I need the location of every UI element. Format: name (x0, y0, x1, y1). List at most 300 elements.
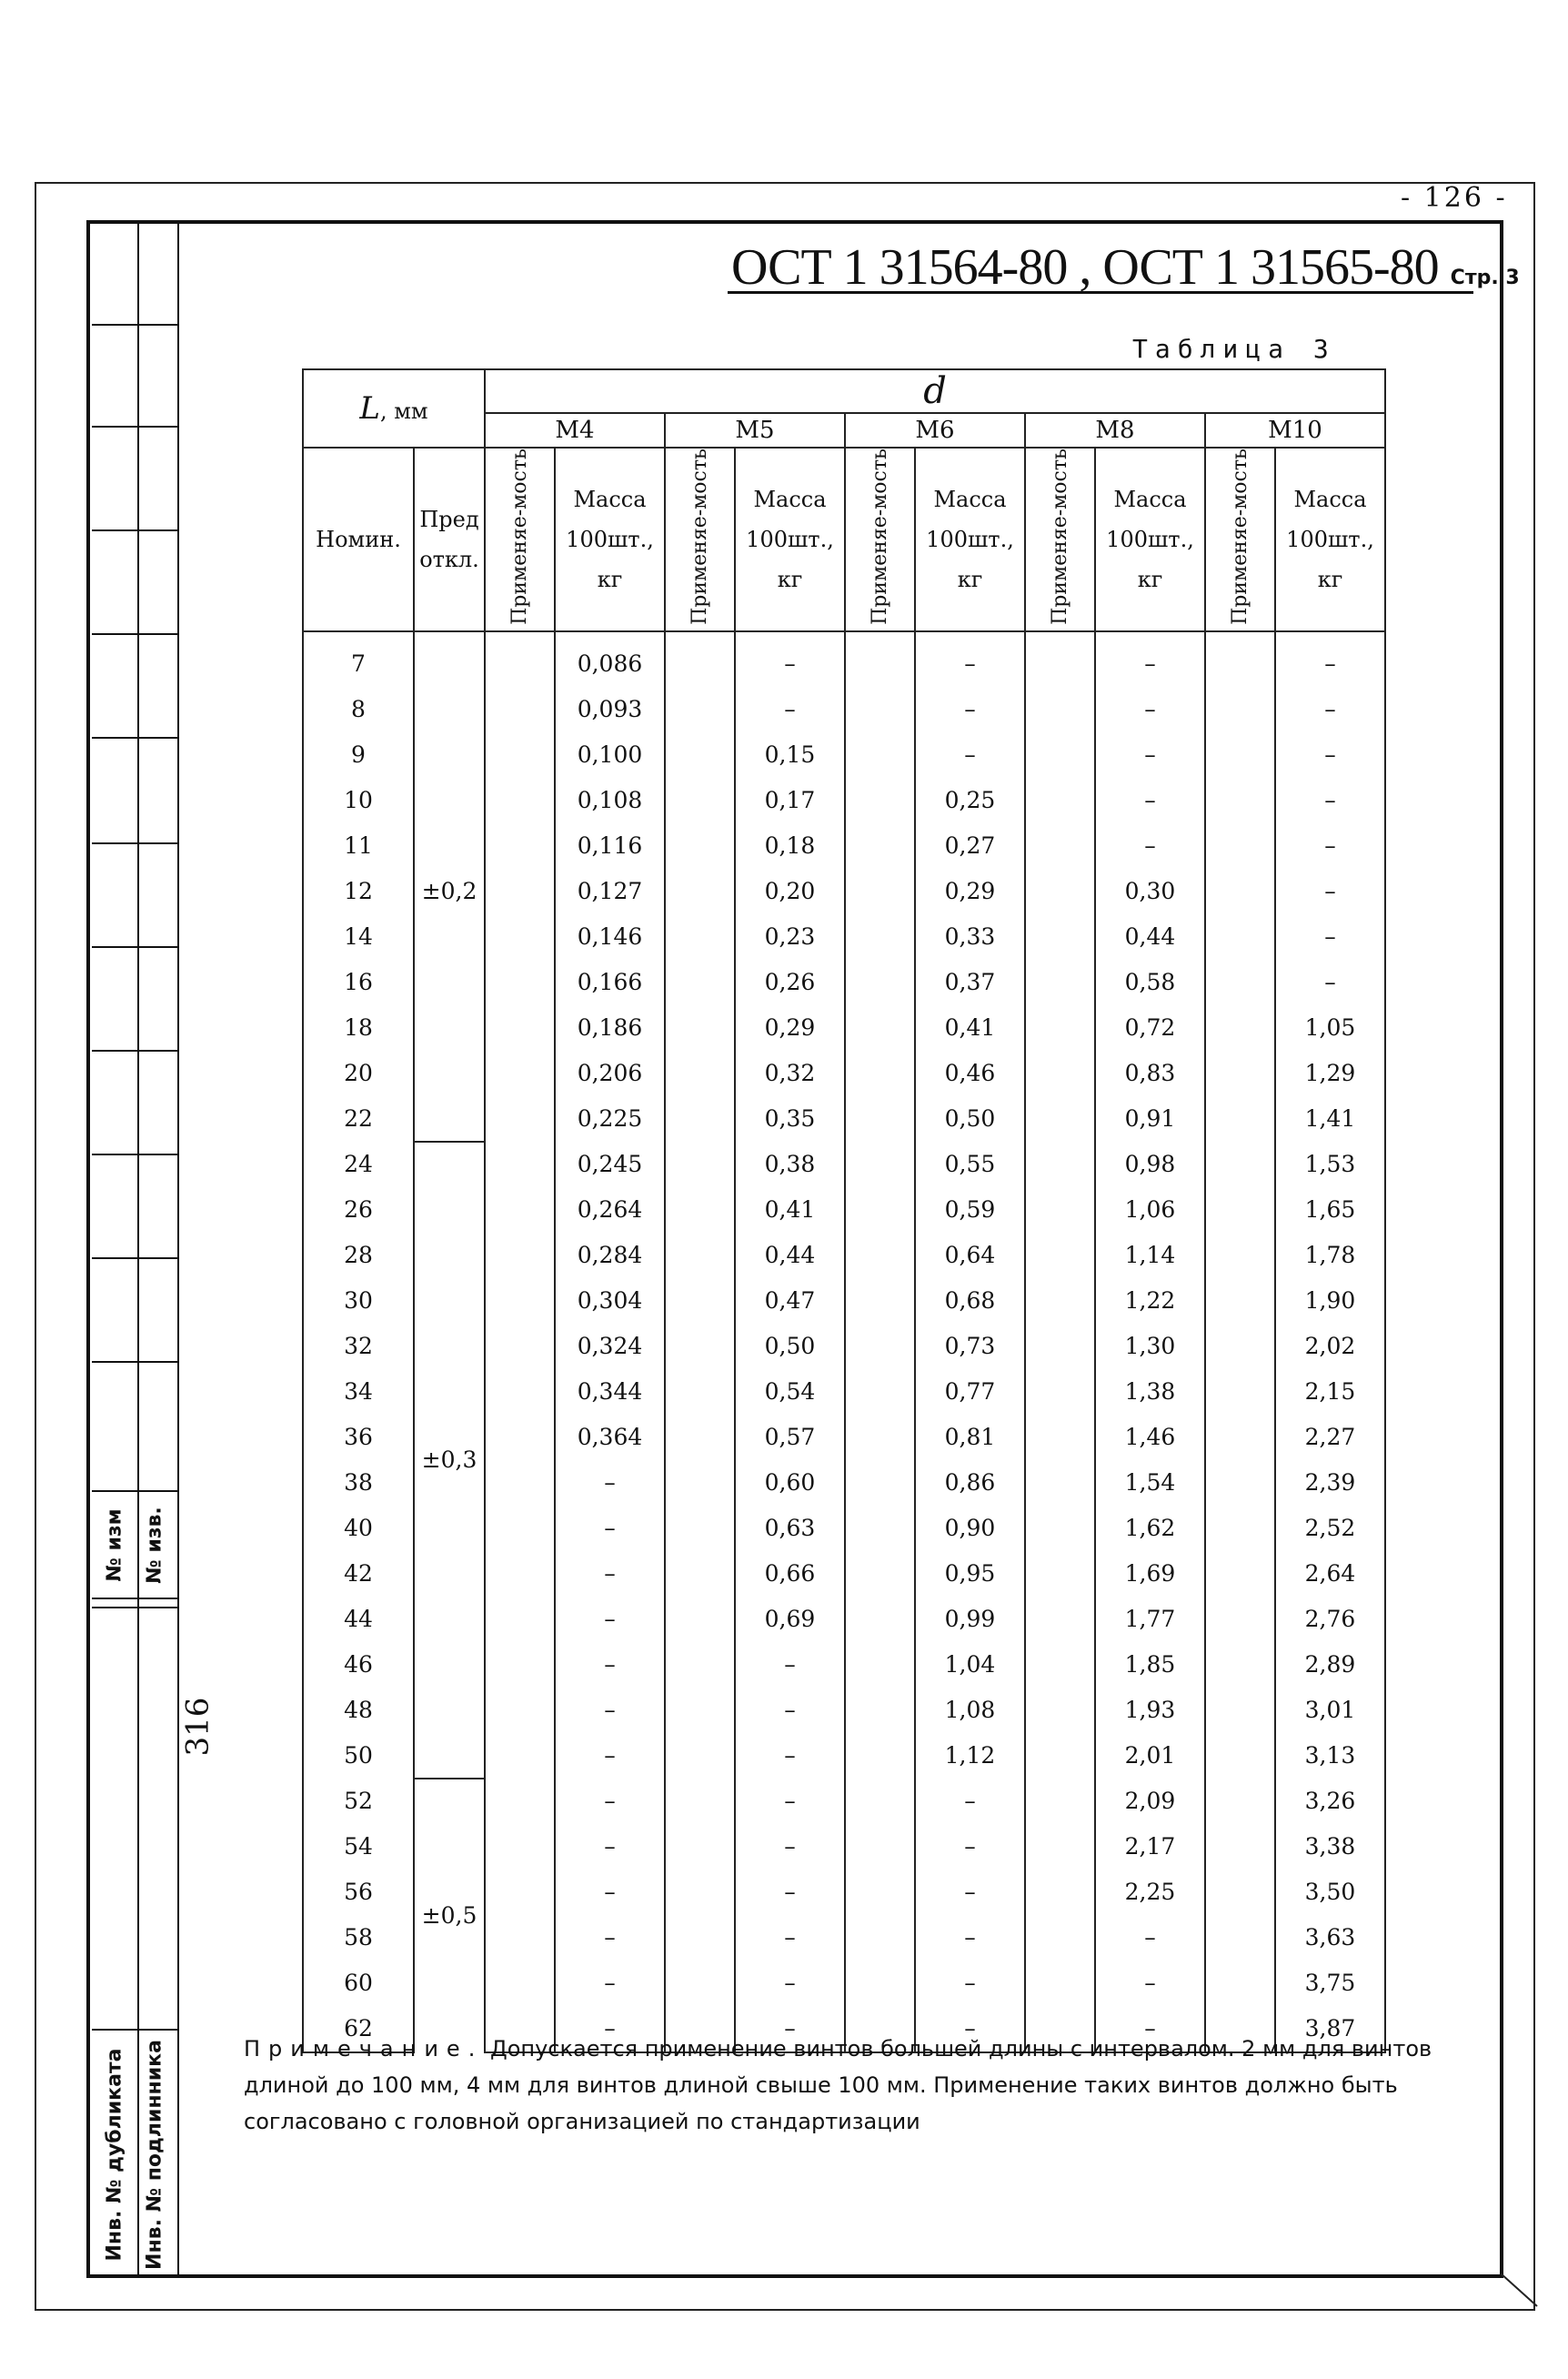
mass-cell-m5: 0,60 (735, 1460, 845, 1506)
applicability-cell-m10 (1205, 1597, 1275, 1642)
mass-cell-m4: 0,304 (555, 1278, 665, 1324)
mass-cell-m8: 0,83 (1095, 1051, 1205, 1096)
applicability-cell-m8 (1025, 1961, 1095, 2006)
mass-header (1095, 448, 1205, 631)
applicability-cell-m6 (845, 1187, 915, 1233)
applicability-cell-m4 (485, 1187, 555, 1233)
strip-label-duplicate-inv: Инв. № дубликата (103, 2048, 126, 2262)
mass-cell-m6: 0,33 (915, 914, 1025, 960)
mass-cell-m8: 1,77 (1095, 1597, 1205, 1642)
mass-cell-m5: – (735, 1733, 845, 1779)
applicability-cell-m8 (1025, 1870, 1095, 1915)
mass-cell-m6: 0,59 (915, 1187, 1025, 1233)
mass-cell-m6: 0,55 (915, 1142, 1025, 1187)
corner-mark (1501, 2279, 1544, 2283)
mass-cell-m5: 0,50 (735, 1324, 845, 1369)
mass-cell-m6: 0,86 (915, 1460, 1025, 1506)
applicability-cell-m5 (665, 1506, 735, 1551)
mass-cell-m8: 1,93 (1095, 1688, 1205, 1733)
applicability-label: Применяе-мость (1048, 449, 1071, 625)
mass-cell-m4: – (555, 1597, 665, 1642)
applicability-cell-m8 (1025, 960, 1095, 1005)
mass-cell-m4: 0,264 (555, 1187, 665, 1233)
mass-cell-m8: 1,06 (1095, 1187, 1205, 1233)
nominal-length-cell: 56 (303, 1870, 414, 1915)
nominal-length-cell: 46 (303, 1642, 414, 1688)
mass-cell-m8: – (1095, 2006, 1205, 2052)
applicability-cell-m8 (1025, 1324, 1095, 1369)
applicability-header (665, 448, 735, 631)
strip-divider (92, 842, 177, 844)
mass-cell-m10: 1,29 (1275, 1051, 1385, 1096)
applicability-cell-m4 (485, 1324, 555, 1369)
mass-header-line-2: 100шт., (926, 526, 1014, 552)
mass-header-line-1: Масса (1113, 486, 1187, 512)
nominal-length-cell: 26 (303, 1187, 414, 1233)
mass-cell-m10: 3,63 (1275, 1915, 1385, 1961)
mass-cell-m6: 0,95 (915, 1551, 1025, 1597)
nominal-length-cell: 54 (303, 1824, 414, 1870)
applicability-cell-m4 (485, 732, 555, 778)
applicability-cell-m4 (485, 631, 555, 687)
mass-cell-m6: – (915, 1915, 1025, 1961)
applicability-cell-m10 (1205, 1733, 1275, 1779)
mass-cell-m10: 1,65 (1275, 1187, 1385, 1233)
applicability-cell-m6 (845, 869, 915, 914)
mass-cell-m8: – (1095, 732, 1205, 778)
applicability-cell-m6 (845, 1324, 915, 1369)
applicability-cell-m6 (845, 1870, 915, 1915)
applicability-cell-m4 (485, 1233, 555, 1278)
applicability-cell-m10 (1205, 1187, 1275, 1233)
applicability-cell-m10 (1205, 1460, 1275, 1506)
strip-divider (92, 2029, 177, 2031)
nominal-length-cell: 30 (303, 1278, 414, 1324)
mass-cell-m10: – (1275, 732, 1385, 778)
mass-cell-m4: 0,284 (555, 1233, 665, 1278)
nominal-length-cell: 52 (303, 1779, 414, 1824)
applicability-cell-m10 (1205, 687, 1275, 732)
applicability-cell-m6 (845, 960, 915, 1005)
applicability-cell-m10 (1205, 732, 1275, 778)
applicability-cell-m5 (665, 960, 735, 1005)
deviation-cell: ±0,2 (414, 631, 485, 1142)
applicability-cell-m8 (1025, 1005, 1095, 1051)
strip-number: 316 (179, 1697, 216, 1757)
applicability-cell-m4 (485, 1733, 555, 1779)
mass-cell-m10: – (1275, 869, 1385, 914)
applicability-cell-m4 (485, 1142, 555, 1187)
strip-divider (92, 1598, 177, 1599)
applicability-cell-m4 (485, 869, 555, 914)
mass-cell-m6: 0,29 (915, 869, 1025, 914)
mass-header (915, 448, 1025, 631)
mass-cell-m8: 0,44 (1095, 914, 1205, 960)
mass-cell-m8: 1,38 (1095, 1369, 1205, 1415)
mass-cell-m4: – (555, 1551, 665, 1597)
applicability-cell-m5 (665, 1597, 735, 1642)
applicability-cell-m10 (1205, 1915, 1275, 1961)
mass-cell-m8: 0,72 (1095, 1005, 1205, 1051)
mass-cell-m4: 0,166 (555, 960, 665, 1005)
mass-cell-m10: 1,41 (1275, 1096, 1385, 1142)
mass-cell-m8: 1,30 (1095, 1324, 1205, 1369)
side-strip (92, 224, 216, 2274)
strip-label-notice-no: № изв. (143, 1507, 166, 1584)
applicability-cell-m10 (1205, 914, 1275, 960)
mass-cell-m8: 2,25 (1095, 1870, 1205, 1915)
applicability-label: Применяе-мость (1228, 449, 1251, 625)
applicability-cell-m10 (1205, 1415, 1275, 1460)
nominal-length-cell: 12 (303, 869, 414, 914)
applicability-cell-m4 (485, 1369, 555, 1415)
mass-cell-m10: – (1275, 914, 1385, 960)
table-caption: Таблица 3 (1132, 334, 1336, 364)
applicability-cell-m6 (845, 631, 915, 687)
strip-divider (92, 946, 177, 948)
applicability-cell-m10 (1205, 1961, 1275, 2006)
mass-cell-m4: – (555, 1506, 665, 1551)
applicability-cell-m6 (845, 914, 915, 960)
mass-cell-m5: 0,38 (735, 1142, 845, 1187)
table-row (303, 1142, 1385, 1187)
mass-header-line-2: 100шт., (1106, 526, 1194, 552)
applicability-cell-m10 (1205, 778, 1275, 823)
applicability-cell-m5 (665, 914, 735, 960)
mass-cell-m10: 3,01 (1275, 1688, 1385, 1733)
mass-cell-m4: 0,127 (555, 869, 665, 914)
mass-cell-m5: 0,17 (735, 778, 845, 823)
note (244, 2031, 1481, 2140)
mass-cell-m8: 1,62 (1095, 1506, 1205, 1551)
deviation-cell: ±0,3 (414, 1142, 485, 1779)
nominal-length-cell: 14 (303, 914, 414, 960)
mass-cell-m8: 0,30 (1095, 869, 1205, 914)
applicability-cell-m10 (1205, 1142, 1275, 1187)
applicability-cell-m10 (1205, 1506, 1275, 1551)
length-symbol: L (359, 390, 380, 427)
applicability-cell-m5 (665, 732, 735, 778)
mass-cell-m6: – (915, 687, 1025, 732)
strip-divider (92, 737, 177, 739)
mass-header-line-3: кг (597, 566, 623, 592)
mass-cell-m8: 1,69 (1095, 1551, 1205, 1597)
applicability-cell-m8 (1025, 1369, 1095, 1415)
applicability-cell-m10 (1205, 869, 1275, 914)
mass-cell-m5: – (735, 1870, 845, 1915)
mass-cell-m6: – (915, 1824, 1025, 1870)
mass-cell-m4: – (555, 1824, 665, 1870)
document-title (731, 238, 1520, 297)
applicability-cell-m6 (845, 1278, 915, 1324)
strip-label-change-no: № изм (103, 1508, 126, 1582)
mass-header (735, 448, 845, 631)
mass-cell-m8: – (1095, 631, 1205, 687)
applicability-cell-m8 (1025, 1460, 1095, 1506)
applicability-cell-m6 (845, 1415, 915, 1460)
applicability-cell-m6 (845, 1142, 915, 1187)
applicability-cell-m6 (845, 1233, 915, 1278)
applicability-cell-m4 (485, 823, 555, 869)
applicability-cell-m5 (665, 1324, 735, 1369)
mass-cell-m6: 0,68 (915, 1278, 1025, 1324)
strip-divider (92, 1154, 177, 1155)
applicability-cell-m5 (665, 778, 735, 823)
mass-cell-m6: 0,25 (915, 778, 1025, 823)
nominal-length-cell: 24 (303, 1142, 414, 1187)
applicability-cell-m5 (665, 1460, 735, 1506)
applicability-cell-m6 (845, 823, 915, 869)
applicability-cell-m4 (485, 1278, 555, 1324)
applicability-cell-m6 (845, 1051, 915, 1096)
applicability-cell-m8 (1025, 1779, 1095, 1824)
table-body (303, 631, 1385, 2052)
mass-cell-m6: 0,81 (915, 1415, 1025, 1460)
mass-header-line-3: кг (1317, 566, 1343, 592)
nominal-length-cell: 20 (303, 1051, 414, 1096)
nominal-length-cell: 58 (303, 1915, 414, 1961)
applicability-cell-m4 (485, 1824, 555, 1870)
mass-cell-m6: 0,46 (915, 1051, 1025, 1096)
applicability-cell-m10 (1205, 1233, 1275, 1278)
mass-cell-m8: 0,98 (1095, 1142, 1205, 1187)
nominal-length-cell: 11 (303, 823, 414, 869)
mass-header-line-1: Масса (753, 486, 827, 512)
nominal-length-cell: 22 (303, 1096, 414, 1142)
mass-cell-m5: 0,18 (735, 823, 845, 869)
nominal-length-cell: 50 (303, 1733, 414, 1779)
mass-cell-m5: 0,32 (735, 1051, 845, 1096)
mass-cell-m4: 0,344 (555, 1369, 665, 1415)
strip-divider (92, 1050, 177, 1052)
mass-cell-m10: 3,75 (1275, 1961, 1385, 2006)
size-header-m8: М8 (1025, 413, 1205, 448)
mass-cell-m4: – (555, 1460, 665, 1506)
mass-cell-m6: 0,27 (915, 823, 1025, 869)
mass-cell-m5: 0,69 (735, 1597, 845, 1642)
mass-cell-m4: – (555, 2006, 665, 2052)
mass-cell-m6: – (915, 732, 1025, 778)
mass-cell-m5: – (735, 631, 845, 687)
applicability-cell-m6 (845, 1824, 915, 1870)
mass-cell-m10: – (1275, 960, 1385, 1005)
applicability-cell-m4 (485, 1051, 555, 1096)
length-unit: , мм (379, 398, 428, 424)
applicability-cell-m8 (1025, 1051, 1095, 1096)
applicability-cell-m5 (665, 1870, 735, 1915)
mass-cell-m10: 1,90 (1275, 1278, 1385, 1324)
mass-cell-m10: – (1275, 778, 1385, 823)
mass-cell-m5: 0,29 (735, 1005, 845, 1051)
mass-cell-m4: – (555, 1642, 665, 1688)
mass-cell-m10: 2,39 (1275, 1460, 1385, 1506)
applicability-cell-m8 (1025, 778, 1095, 823)
mass-cell-m5: – (735, 1961, 845, 2006)
applicability-cell-m6 (845, 1005, 915, 1051)
mass-header-line-3: кг (777, 566, 803, 592)
nominal-length-cell: 28 (303, 1233, 414, 1278)
applicability-cell-m4 (485, 1642, 555, 1688)
mass-cell-m4: 0,206 (555, 1051, 665, 1096)
applicability-cell-m8 (1025, 1824, 1095, 1870)
mass-cell-m6: 0,77 (915, 1369, 1025, 1415)
applicability-cell-m10 (1205, 1870, 1275, 1915)
mass-cell-m10: 2,52 (1275, 1506, 1385, 1551)
applicability-cell-m6 (845, 1597, 915, 1642)
applicability-label: Применяе-мость (688, 449, 711, 625)
applicability-cell-m5 (665, 1824, 735, 1870)
note-heading: Примечание. (244, 2036, 484, 2061)
applicability-cell-m10 (1205, 631, 1275, 687)
mass-cell-m5: – (735, 1688, 845, 1733)
applicability-cell-m4 (485, 1870, 555, 1915)
applicability-cell-m10 (1205, 1051, 1275, 1096)
mass-cell-m4: – (555, 1733, 665, 1779)
mass-table (302, 368, 1386, 2053)
applicability-cell-m4 (485, 778, 555, 823)
applicability-cell-m4 (485, 1779, 555, 1824)
mass-cell-m10: 2,15 (1275, 1369, 1385, 1415)
applicability-cell-m5 (665, 1278, 735, 1324)
applicability-cell-m5 (665, 1005, 735, 1051)
applicability-label: Применяе-мость (868, 449, 891, 625)
applicability-cell-m5 (665, 1415, 735, 1460)
applicability-cell-m6 (845, 687, 915, 732)
mass-cell-m6: 0,73 (915, 1324, 1025, 1369)
deviation-header (414, 448, 485, 631)
mass-cell-m10: 2,02 (1275, 1324, 1385, 1369)
nominal-length-cell: 36 (303, 1415, 414, 1460)
mass-header-line-3: кг (957, 566, 983, 592)
mass-cell-m4: – (555, 1915, 665, 1961)
table-row (303, 631, 1385, 687)
mass-cell-m8: – (1095, 1915, 1205, 1961)
diameter-header: d (485, 369, 1385, 413)
mass-cell-m6: 1,12 (915, 1733, 1025, 1779)
mass-header-line-2: 100шт., (746, 526, 834, 552)
mass-cell-m8: 2,01 (1095, 1733, 1205, 1779)
applicability-header (1205, 448, 1275, 631)
note-text: Допускается применение винтов большей длины с интервалом. 2 мм для винтов длиной до 100 мм, 4 мм для винтов длиной свыше 100 мм. Применение таких винтов должно быть согласовано с головной организацией по стандартизации (244, 2036, 1432, 2134)
mass-cell-m5: 0,15 (735, 732, 845, 778)
applicability-cell-m8 (1025, 687, 1095, 732)
mass-cell-m10: 3,13 (1275, 1733, 1385, 1779)
applicability-cell-m4 (485, 1506, 555, 1551)
mass-cell-m6: – (915, 1870, 1025, 1915)
mass-cell-m6: – (915, 1779, 1025, 1824)
nominal-header: Номин. (303, 448, 414, 631)
table-row (303, 1779, 1385, 1824)
nominal-length-cell: 18 (303, 1005, 414, 1051)
mass-cell-m5: 0,23 (735, 914, 845, 960)
applicability-cell-m10 (1205, 1369, 1275, 1415)
mass-cell-m10: 2,89 (1275, 1642, 1385, 1688)
strip-divider (92, 1607, 177, 1608)
mass-cell-m5: – (735, 2006, 845, 2052)
applicability-cell-m5 (665, 1142, 735, 1187)
applicability-cell-m6 (845, 1688, 915, 1733)
mass-cell-m8: – (1095, 1961, 1205, 2006)
nominal-length-cell: 62 (303, 2006, 414, 2052)
applicability-cell-m10 (1205, 1779, 1275, 1824)
applicability-cell-m6 (845, 732, 915, 778)
mass-cell-m8: 1,22 (1095, 1278, 1205, 1324)
applicability-cell-m8 (1025, 1415, 1095, 1460)
mass-cell-m4: 0,245 (555, 1142, 665, 1187)
mass-cell-m6: 0,50 (915, 1096, 1025, 1142)
applicability-cell-m8 (1025, 1187, 1095, 1233)
mass-cell-m4: 0,146 (555, 914, 665, 960)
mass-cell-m8: 2,09 (1095, 1779, 1205, 1824)
mass-cell-m4: 0,093 (555, 687, 665, 732)
applicability-cell-m10 (1205, 960, 1275, 1005)
mass-cell-m5: 0,20 (735, 869, 845, 914)
applicability-cell-m10 (1205, 1096, 1275, 1142)
mass-cell-m8: 1,14 (1095, 1233, 1205, 1278)
mass-header (1275, 448, 1385, 631)
applicability-cell-m5 (665, 1369, 735, 1415)
applicability-cell-m5 (665, 631, 735, 687)
applicability-cell-m4 (485, 687, 555, 732)
applicability-cell-m8 (1025, 1915, 1095, 1961)
mass-cell-m6: 0,37 (915, 960, 1025, 1005)
mass-cell-m10: 3,50 (1275, 1870, 1385, 1915)
applicability-cell-m10 (1205, 1005, 1275, 1051)
mass-cell-m4: 0,186 (555, 1005, 665, 1051)
mass-cell-m8: – (1095, 687, 1205, 732)
applicability-header (485, 448, 555, 631)
applicability-cell-m5 (665, 1187, 735, 1233)
mass-header-line-1: Масса (1293, 486, 1367, 512)
mass-header-line-2: 100шт., (1286, 526, 1374, 552)
applicability-cell-m5 (665, 1642, 735, 1688)
mass-cell-m4: – (555, 1870, 665, 1915)
mass-cell-m8: – (1095, 778, 1205, 823)
mass-cell-m10: – (1275, 631, 1385, 687)
nominal-length-cell: 38 (303, 1460, 414, 1506)
mass-cell-m5: 0,26 (735, 960, 845, 1005)
applicability-cell-m8 (1025, 1642, 1095, 1688)
nominal-length-cell: 32 (303, 1324, 414, 1369)
nominal-length-cell: 42 (303, 1551, 414, 1597)
applicability-cell-m4 (485, 1460, 555, 1506)
mass-cell-m4: 0,116 (555, 823, 665, 869)
mass-cell-m5: – (735, 1824, 845, 1870)
applicability-cell-m4 (485, 1005, 555, 1051)
mass-cell-m4: 0,364 (555, 1415, 665, 1460)
mass-cell-m6: 1,08 (915, 1688, 1025, 1733)
applicability-cell-m6 (845, 778, 915, 823)
mass-cell-m8: 0,58 (1095, 960, 1205, 1005)
mass-cell-m4: – (555, 1688, 665, 1733)
mass-cell-m6: 0,90 (915, 1506, 1025, 1551)
mass-cell-m10: 1,53 (1275, 1142, 1385, 1187)
nominal-length-cell: 9 (303, 732, 414, 778)
mass-cell-m4: – (555, 1961, 665, 2006)
mass-header-line-1: Масса (933, 486, 1007, 512)
document-header (728, 238, 1520, 296)
mass-cell-m6: 1,04 (915, 1642, 1025, 1688)
applicability-cell-m8 (1025, 631, 1095, 687)
applicability-cell-m5 (665, 1779, 735, 1824)
applicability-cell-m10 (1205, 823, 1275, 869)
mass-header-line-2: 100шт., (566, 526, 654, 552)
applicability-cell-m5 (665, 687, 735, 732)
deviation-header-line-2: откл. (419, 546, 479, 572)
applicability-cell-m5 (665, 823, 735, 869)
strip-divider (92, 426, 177, 428)
applicability-cell-m5 (665, 1915, 735, 1961)
